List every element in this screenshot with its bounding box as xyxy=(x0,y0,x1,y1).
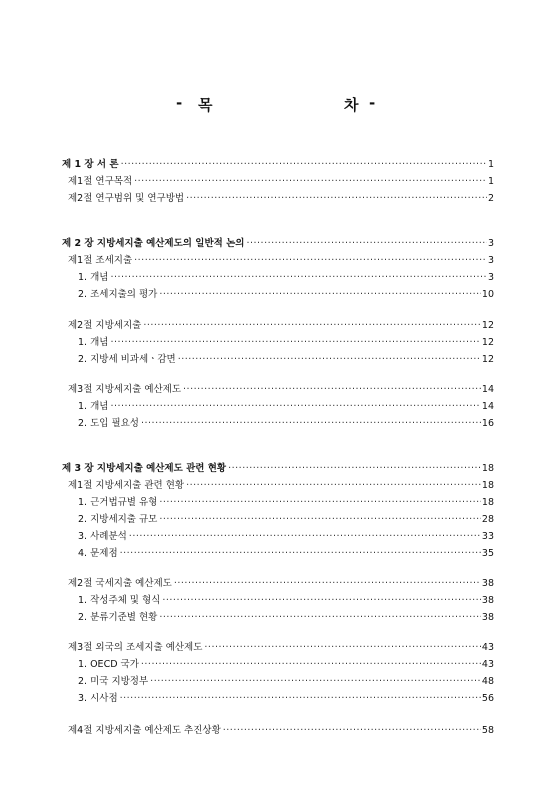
toc-subsection-entry xyxy=(62,691,494,707)
toc-entry-label: 4. 문제점 xyxy=(78,548,118,559)
toc-page-number: 33 xyxy=(481,531,494,542)
title-char-2: 차 xyxy=(344,96,359,114)
toc-section-entry xyxy=(62,318,494,334)
toc-entry-label: 제4절 지방세지출 예산제도 추진상황 xyxy=(68,725,221,736)
toc-page-number: 38 xyxy=(481,578,494,589)
toc-subsection-entry xyxy=(62,352,494,368)
toc-subsection-entry xyxy=(62,512,494,528)
toc-leader-dots xyxy=(141,416,481,432)
toc-page-number: 10 xyxy=(481,289,494,300)
toc-page-number: 1 xyxy=(487,159,494,170)
toc-leader-dots xyxy=(162,593,481,609)
title-dash-left: - xyxy=(176,94,183,112)
toc-entry-label: 1. 개념 xyxy=(78,337,109,348)
toc-leader-dots xyxy=(159,287,481,303)
toc-entry-label: 제1절 조세지출 xyxy=(68,255,133,266)
toc-section-entry xyxy=(62,576,494,592)
toc-entry-label: 2. 도입 필요성 xyxy=(78,418,139,429)
toc-entry-label: 2. 미국 지방정부 xyxy=(78,676,149,687)
toc-page-number: 1 xyxy=(487,176,494,187)
toc-entry-label: 제1절 지방세지출 관련 현황 xyxy=(68,480,185,491)
toc-subsection-entry xyxy=(62,529,494,545)
toc-page-number: 3 xyxy=(487,255,494,266)
toc-chapter-entry xyxy=(62,461,494,477)
toc-entry-label: 제 3 장 지방세지출 예산제도 관련 현황 xyxy=(62,463,227,474)
toc-entry-label: 2. 지방세지출 규모 xyxy=(78,514,158,525)
toc-leader-dots xyxy=(120,691,481,707)
toc-entry-label: 제2절 국세지출 예산제도 xyxy=(68,578,172,589)
toc-leader-dots xyxy=(178,352,481,368)
toc-section-entry xyxy=(62,723,494,739)
toc-leader-dots xyxy=(223,723,481,739)
toc-page-number: 38 xyxy=(481,612,494,623)
toc-page-number: 14 xyxy=(481,401,494,412)
toc-subsection-entry xyxy=(62,674,494,690)
toc-page-number: 16 xyxy=(481,418,494,429)
toc-page-number: 58 xyxy=(481,725,494,736)
toc-page-number: 12 xyxy=(481,354,494,365)
toc-subsection-entry xyxy=(62,416,494,432)
toc-page-number: 18 xyxy=(481,480,494,491)
toc-entry-label: 제2절 지방세지출 xyxy=(68,320,142,331)
toc-entry-label: 1. 근거법규별 유형 xyxy=(78,497,158,508)
toc-subsection-entry xyxy=(62,546,494,562)
toc-entry-label: 제 1 장 서 론 xyxy=(62,159,119,170)
toc-section-entry xyxy=(62,640,494,656)
toc-entry-label: 1. 개념 xyxy=(78,272,109,283)
toc-page-number: 43 xyxy=(481,642,494,653)
toc-entry-label: 3. 시사점 xyxy=(78,693,118,704)
toc-leader-dots xyxy=(134,174,487,190)
toc-entry-label: 제 2 장 지방세지출 예산제도의 일반적 논의 xyxy=(62,238,245,249)
toc-section-entry xyxy=(62,382,494,398)
toc-entry-label: 제3절 지방세지출 예산제도 xyxy=(68,384,182,395)
toc-page-number: 38 xyxy=(481,595,494,606)
toc-entry-label: 3. 사례분석 xyxy=(78,531,127,542)
toc-entry-label: 2. 분류기준별 현황 xyxy=(78,612,158,623)
toc-leader-dots xyxy=(159,512,481,528)
toc-entry-label: 1. 개념 xyxy=(78,401,109,412)
toc-page-number: 43 xyxy=(481,659,494,670)
toc-page-number: 18 xyxy=(481,497,494,508)
toc-title xyxy=(0,94,558,118)
toc-leader-dots xyxy=(174,576,481,592)
toc-leader-dots xyxy=(110,335,480,351)
toc-page-number: 48 xyxy=(481,676,494,687)
toc-subsection-entry xyxy=(62,399,494,415)
toc-entry-label: 제2절 연구범위 및 연구방법 xyxy=(68,193,185,204)
toc-entry-label: 1. 작성주체 및 형식 xyxy=(78,595,161,606)
toc-leader-dots xyxy=(134,253,487,269)
toc-page-number: 12 xyxy=(481,337,494,348)
toc-subsection-entry xyxy=(62,287,494,303)
toc-section-entry xyxy=(62,253,494,269)
title-char-1: 목 xyxy=(198,96,213,114)
toc-leader-dots xyxy=(246,236,486,252)
toc-leader-dots xyxy=(204,640,481,656)
toc-page-number: 12 xyxy=(481,320,494,331)
toc-page-number: 3 xyxy=(487,272,494,283)
toc-leader-dots xyxy=(228,461,481,477)
toc-leader-dots xyxy=(183,382,481,398)
toc-subsection-entry xyxy=(62,335,494,351)
toc-section-entry xyxy=(62,191,494,207)
toc-leader-dots xyxy=(150,674,481,690)
toc-chapter-entry xyxy=(62,236,494,252)
toc-subsection-entry xyxy=(62,610,494,626)
toc-page-number: 3 xyxy=(487,238,494,249)
toc-leader-dots xyxy=(121,157,487,173)
toc-leader-dots xyxy=(120,546,481,562)
toc-subsection-entry xyxy=(62,270,494,286)
title-dash-right: - xyxy=(369,94,376,112)
toc-page-number: 14 xyxy=(481,384,494,395)
toc-page-number: 18 xyxy=(481,463,494,474)
toc-leader-dots xyxy=(141,657,481,673)
toc-subsection-entry xyxy=(62,657,494,673)
toc-entry-label: 제3절 외국의 조세지출 예산제도 xyxy=(68,642,203,653)
toc-leader-dots xyxy=(186,191,487,207)
toc-leader-dots xyxy=(159,495,481,511)
toc-entry-label: 2. 지방세 비과세ㆍ감면 xyxy=(78,354,176,365)
toc-leader-dots xyxy=(159,610,481,626)
toc-leader-dots xyxy=(110,270,487,286)
toc-entry-label: 1. OECD 국가 xyxy=(78,659,139,670)
toc-subsection-entry xyxy=(62,495,494,511)
toc-chapter-entry xyxy=(62,157,494,173)
toc-entry-label: 제1절 연구목적 xyxy=(68,176,133,187)
toc-section-entry xyxy=(62,478,494,494)
toc-entry-label: 2. 조세지출의 평가 xyxy=(78,289,158,300)
toc-page-number: 56 xyxy=(481,693,494,704)
toc-page-number: 28 xyxy=(481,514,494,525)
toc-leader-dots xyxy=(143,318,481,334)
toc-page-number: 35 xyxy=(481,548,494,559)
toc-leader-dots xyxy=(110,399,480,415)
toc-leader-dots xyxy=(129,529,481,545)
toc-page-number: 2 xyxy=(487,193,494,204)
toc-subsection-entry xyxy=(62,593,494,609)
toc-section-entry xyxy=(62,174,494,190)
toc-leader-dots xyxy=(186,478,481,494)
